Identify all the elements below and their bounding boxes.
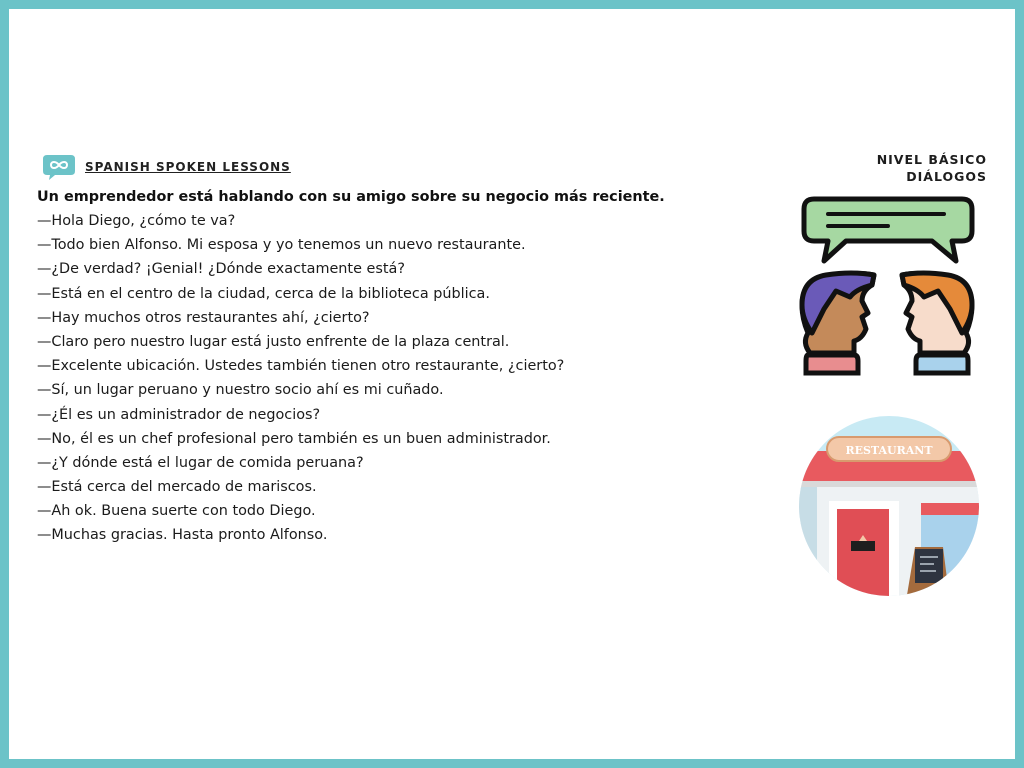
dialogue-line: —Ah ok. Buena suerte con todo Diego. xyxy=(37,503,316,520)
level-subtitle: DIÁLOGOS xyxy=(906,169,987,184)
dialogue-line: —Está cerca del mercado de mariscos. xyxy=(37,479,317,496)
dialogue-line: —¿De verdad? ¡Genial! ¿Dónde exactamente está? xyxy=(37,261,405,278)
dialogue-line: —Está en el centro de la ciudad, cerca de la biblioteca pública. xyxy=(37,285,490,302)
dialogue-line: —¿Y dónde está el lugar de comida peruana? xyxy=(37,454,364,471)
dialogue-line: —Muchas gracias. Hasta pronto Alfonso. xyxy=(37,527,328,544)
dialogue-line: —Todo bien Alfonso. Mi esposa y yo tenemos un nuevo restaurante. xyxy=(37,237,526,254)
dialogue-list xyxy=(37,209,757,548)
dialogue-line: —No, él es un chef profesional pero también es un buen administrador. xyxy=(37,430,551,447)
dialogue-line: —Hola Diego, ¿cómo te va? xyxy=(37,213,236,229)
level-title: NIVEL BÁSICO xyxy=(876,152,987,167)
dialogue-line: —Claro pero nuestro lugar está justo enfrente de la plaza central. xyxy=(37,333,510,350)
dialogue-line: —Sí, un lugar peruano y nuestro socio ahí es mi cuñado. xyxy=(37,382,444,399)
level-label xyxy=(877,151,987,185)
lesson-content xyxy=(37,185,757,548)
lesson-intro: Un emprendedor está hablando con su amigo sobre su negocio más reciente. xyxy=(37,189,665,205)
two-people-talking-icon xyxy=(792,193,982,383)
dialogue-line: —¿Él es un administrador de negocios? xyxy=(37,406,321,423)
brand-header xyxy=(41,153,291,181)
infinity-speech-bubble-icon xyxy=(41,153,77,181)
dialogue-line: —Excelente ubicación. Ustedes también tienen otro restaurante, ¿cierto? xyxy=(37,358,565,375)
dialogue-line: —Hay muchos otros restaurantes ahí, ¿cierto? xyxy=(37,309,370,326)
restaurant-storefront-icon xyxy=(797,413,981,599)
brand-name: SPANISH SPOKEN LESSONS xyxy=(85,160,291,174)
restaurant-sign-text: RESTAURANT xyxy=(845,444,933,457)
